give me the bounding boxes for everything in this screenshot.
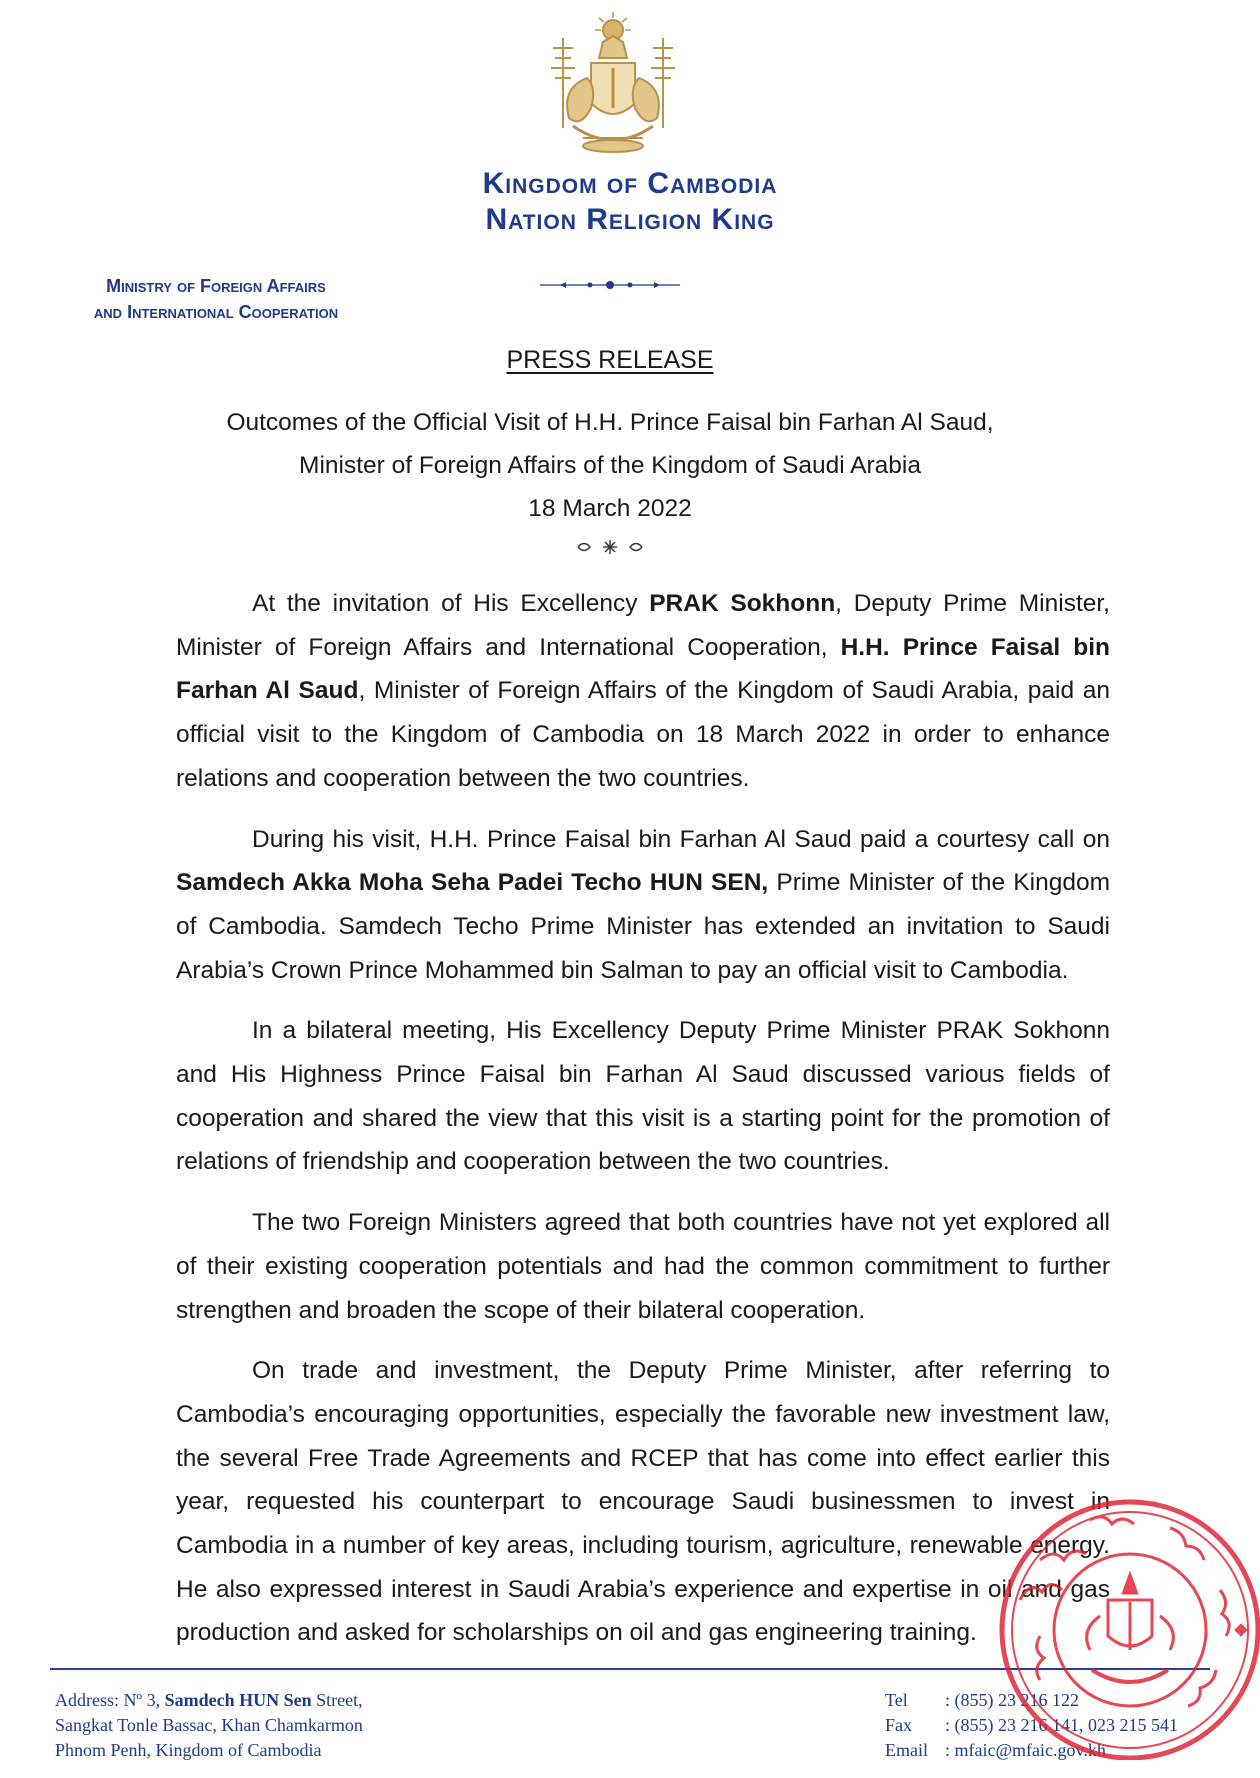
release-date: 18 March 2022 — [528, 495, 692, 522]
paragraph-4: The two Foreign Ministers agreed that both countries have not yet explored all of their existing cooperation potentials and had the common commitment to further strengthen and broaden the scope of their bilateral cooperation. — [176, 1209, 1110, 1324]
official-seal-icon — [980, 1480, 1260, 1760]
motto-title: Nation Religion King — [485, 203, 775, 236]
divider-ornament-icon — [540, 278, 680, 292]
paragraph-5: On trade and investment, the Deputy Prime Minister, after referring to Cambodia’s encouraging opportunities, especially the favorable new investment law, the several Free Trade Agreements and RCEP that has come into effect earlier this year, requested his counterpart to encourage Saudi businessmen to invest in Cambodia in a number of key areas, including tourism, agriculture, renewable energy. He also expressed interest in Saudi Arabia’s experience and expertise in oil and gas production and asked for scholarships on oil and gas engineering training. — [176, 1357, 1110, 1647]
paragraph-2: During his visit, H.H. Prince Faisal bin Farhan Al Saud paid a courtesy call on Samdech Akka Moha Seha Padei Techo HUN SEN, Prime Minister of the Kingdom of Cambodia. Samdech Techo Prime Minister has extended an invitation to Saudi Arabia’s Crown Prince Mohammed bin Salman to pay an official visit to Cambodia. — [176, 825, 1110, 984]
footer-email: Email : mfaic@mfaic.gov.kh — [885, 1740, 1106, 1760]
paragraph-3: In a bilateral meeting, His Excellency Deputy Prime Minister PRAK Sokhonn and His Highness Prince Faisal bin Farhan Al Saud discussed various fields of cooperation and shared the view that this visit is a starting point for the promotion of relations of friendship and cooperation between the two countries. — [176, 1017, 1110, 1176]
highlight-name: Samdech Akka Moha Seha Padei Techo HUN SEN, — [176, 869, 769, 897]
royal-arms-crest-icon — [533, 8, 693, 163]
highlight-name: PRAK Sokhonn — [649, 590, 836, 617]
footer-fax: Fax : (855) 23 216 141, 023 215 541 — [885, 1715, 1178, 1735]
kingdom-title: Kingdom of Cambodia — [482, 167, 778, 200]
section-ornament-icon — [570, 538, 650, 556]
press-release-heading: PRESS RELEASE — [506, 346, 714, 374]
highlight-name: H.H. Prince Faisal bin Farhan Al Saud — [176, 633, 1110, 705]
paragraph-1: At the invitation of His Excellency PRAK Sokhonn, Deputy Prime Minister, Minister of Foreign Affairs and International Cooperation, H.H. Prince Faisal bin Farhan Al Saud, Minister of Foreign Affairs of the Kingdom of Saudi Arabia, paid an official visit to the Kingdom of Cambodia on 18 March 2022 in order to enhance relations and cooperation between the two countries. — [176, 590, 1110, 792]
footer-tel: Tel : (855) 23 216 122 — [885, 1690, 1079, 1710]
release-title-line1: Outcomes of the Official Visit of H.H. Prince Faisal bin Farhan Al Saud, — [226, 409, 994, 436]
ministry-name-line2: and International Cooperation — [93, 302, 339, 322]
footer-address: Address: Nº 3, Samdech HUN Sen Street, Sangkat Tonle Bassac, Khan Chamkarmon Phnom Penh, Kingdom of Cambodia — [55, 1690, 363, 1760]
press-release-body — [176, 582, 1110, 1672]
ministry-name-line1: Ministry of Foreign Affairs — [106, 276, 326, 296]
release-title-line2: Minister of Foreign Affairs of the Kingdom of Saudi Arabia — [299, 452, 921, 479]
